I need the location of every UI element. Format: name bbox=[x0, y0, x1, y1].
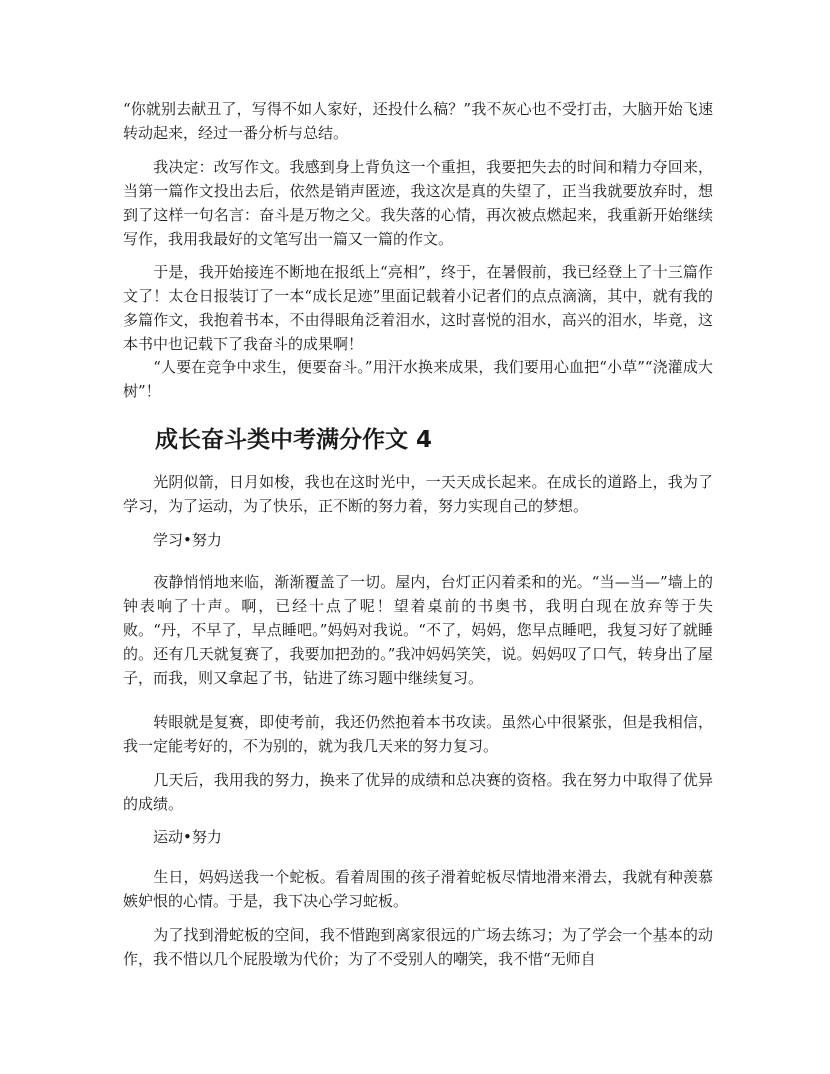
paragraph-1: “你就别去献丑了，写得不如人家好，还投什么稿？”我不灰心也不受打击，大脑开始飞速转动起来，经过一番分析与总结。 bbox=[123, 100, 713, 142]
subheading-study: 学习•努力 bbox=[153, 531, 222, 549]
paragraph-2: 我决定：改写作文。我感到身上背负这一个重担，我要把失去的时间和精力夺回来，当第一篇作文投出去后，依然是销声匿迹，我这次是真的失望了，正当我就要放弃时，想到了这样一句名言：奋斗是万物之父。我失落的心情，再次被点燃起来，我重新开始继续写作，我用我最好的文笔写出一篇又一篇的作文。 bbox=[123, 158, 713, 248]
paragraph-8: 几天后，我用我的努力，换来了优异的成绩和总决赛的资格。我在努力中取得了优异的成绩。 bbox=[123, 771, 713, 813]
section-heading: 成长奋斗类中考满分作文 4 bbox=[155, 427, 433, 453]
paragraph-10: 为了找到滑蛇板的空间，我不惜跑到离家很远的广场去练习；为了学会一个基本的动作，我不惜以几个屁股墩为代价；为了不受别人的嘲笑，我不惜“无师自 bbox=[123, 926, 713, 968]
paragraph-3: 于是，我开始接连不断地在报纸上“亮相”，终于，在暑假前，我已经登上了十三篇作文了！太仓日报装订了一本“成长足迹”里面记载着小记者们的点点滴滴，其中，就有我的多篇作文，我抱着书本，不由得眼角泛着泪水，这时喜悦的泪水，高兴的泪水，毕竟，这本书中也记载下了我奋斗的成果啊！ bbox=[123, 263, 713, 353]
paragraph-6: 夜静悄悄地来临，渐渐覆盖了一切。屋内，台灯正闪着柔和的光。“当—当—”墙上的钟表响了十声。啊，已经十点了呢！望着桌前的书奥书，我明白现在放弃等于失败。“丹，不早了，早点睡吧。”妈妈对我说。“不了，妈妈，您早点睡吧，我复习好了就睡的。还有几天就复赛了，我要加把劲的。”我冲妈妈笑笑，说。妈妈叹了口气，转身出了屋子，而我，则又拿起了书，钻进了练习题中继续复习。 bbox=[123, 573, 713, 687]
paragraph-7: 转眼就是复赛，即使考前，我还仍然抱着本书攻读。虽然心中很紧张，但是我相信，我一定能考好的，不为别的，就为我几天来的努力复习。 bbox=[123, 713, 713, 755]
paragraph-5: 光阴似箭，日月如梭，我也在这时光中，一天天成长起来。在成长的道路上，我为了学习，为了运动，为了快乐，正不断的努力着，努力实现自己的梦想。 bbox=[123, 473, 713, 515]
paragraph-9: 生日，妈妈送我一个蛇板。看着周围的孩子滑着蛇板尽情地滑来滑去，我就有种羡慕嫉妒恨的心情。于是，我下决心学习蛇板。 bbox=[123, 868, 713, 910]
subheading-sport: 运动•努力 bbox=[153, 828, 222, 846]
paragraph-4: “人要在竞争中求生，便要奋斗。”用汗水换来成果，我们要用心血把“小草”“浇灌成大树”！ bbox=[123, 358, 713, 400]
